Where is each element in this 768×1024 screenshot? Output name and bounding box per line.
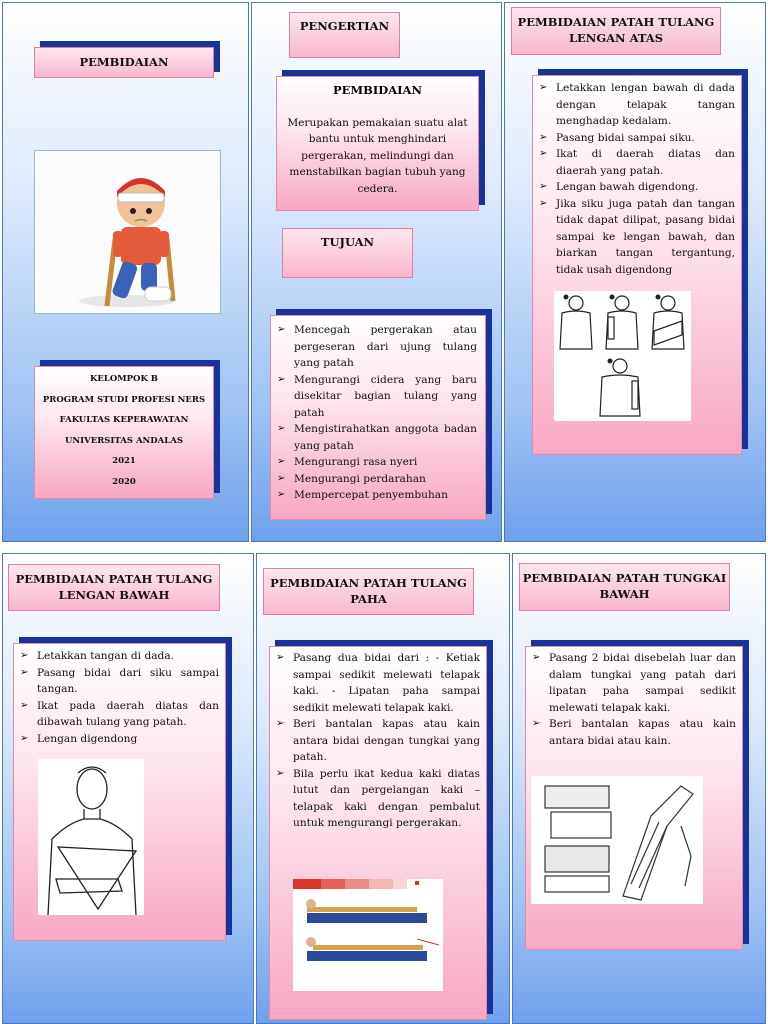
panel-lower-leg — [512, 553, 766, 1024]
upper-arm-list — [539, 80, 735, 278]
panel-forearm — [2, 553, 254, 1024]
lower-leg-title: PEMBIDAIAN PATAH TUNGKAI BAWAH — [519, 563, 730, 611]
list-item: ➢ Mengistirahatkan anggota badan yang patah — [277, 421, 477, 454]
list-item: ➢ Ikat pada daerah diatas dan dibawah tulang yang patah. — [20, 698, 219, 731]
tujuan-title: TUJUAN — [282, 228, 413, 278]
group-info-box — [34, 366, 214, 499]
tujuan-list — [277, 322, 477, 504]
thigh-title: PEMBIDAIAN PATAH TULANG PAHA — [263, 568, 474, 615]
list-item: ➢ Letakkan lengan bawah di dada dengan telapak tangan menghadap kedalam. — [539, 80, 735, 130]
group-line: FAKULTAS KEPERAWATAN — [59, 415, 189, 425]
lower-leg-splint-illustration — [531, 776, 703, 904]
panel-upper-arm — [504, 2, 766, 542]
list-item: ➢ Mengurangi rasa nyeri — [277, 454, 477, 471]
group-line: 2020 — [112, 476, 136, 487]
definition-box — [276, 76, 479, 211]
cover-title: PEMBIDAIAN — [34, 47, 214, 78]
injured-boy-illustration — [34, 150, 221, 314]
tujuan-box — [270, 315, 486, 520]
panel-cover — [2, 2, 249, 542]
list-item: ➢ Beri bantalan kapas atau kain antara bidai dengan tungkai yang patah. — [276, 716, 480, 766]
group-line: KELOMPOK B — [90, 374, 158, 384]
list-item: ➢ Mengurangi perdarahan — [277, 471, 477, 488]
panel-definition — [251, 2, 502, 542]
pengertian-title: PENGERTIAN — [289, 12, 400, 58]
list-item: ➢ Pasang bidai sampai siku. — [539, 130, 735, 147]
forearm-list — [20, 648, 219, 747]
upper-arm-splint-illustration — [554, 291, 691, 421]
list-item: ➢ Pasang 2 bidai disebelah luar dan dalam tungkai yang patah dari lipatan paha sampai sedikit melewati telapak kaki. — [532, 650, 736, 716]
list-item: ➢ Jika siku juga patah dan tangan tidak dapat dilipat, pasang bidai sampai ke lengan bawah, dan biarkan tangan tergantung, tidak usah digendong — [539, 196, 735, 279]
upper-arm-title: PEMBIDAIAN PATAH TULANG LENGAN ATAS — [511, 7, 721, 55]
list-item: ➢ Pasang bidai dari siku sampai tangan. — [20, 665, 219, 698]
list-item: ➢ Ikat di daerah diatas dan diaerah yang patah. — [539, 146, 735, 179]
panel-thigh — [256, 553, 510, 1024]
list-item: ➢ Mencegah pergerakan atau pergeseran dari ujung tulang yang patah — [277, 322, 477, 372]
group-line: PROGRAM STUDI PROFESI NERS — [42, 394, 206, 405]
thigh-list — [276, 650, 480, 832]
list-item: ➢ Pasang dua bidai dari : - Ketiak sampai sedikit melewati telapak kaki. - Lipatan paha sampai sedikit melewati telapak kaki. — [276, 650, 480, 716]
group-line: UNIVERSITAS ANDALAS — [64, 435, 183, 446]
thigh-splint-illustration — [293, 879, 443, 991]
list-item: ➢ Lengan bawah digendong. — [539, 179, 735, 196]
list-item: ➢ Lengan digendong — [20, 731, 219, 748]
lower-leg-list — [532, 650, 736, 749]
list-item: ➢ Beri bantalan kapas atau kain antara bidai atau kain. — [532, 716, 736, 749]
list-item: ➢ Bila perlu ikat kedua kaki diatas lutut dan pergelangan kaki – telapak kaki dengan pembalut untuk mengurangi pergerakan. — [276, 766, 480, 832]
definition-text: Merupakan pemakaian suatu alat bantu untuk menghindari pergerakan, melindungi dan menstabilkan bagian tubuh yang cedera. — [287, 117, 468, 195]
list-item: ➢ Mempercepat penyembuhan — [277, 487, 477, 504]
group-line: 2021 — [112, 456, 136, 466]
forearm-title: PEMBIDAIAN PATAH TULANG LENGAN BAWAH — [8, 564, 220, 611]
forearm-sling-illustration — [38, 759, 144, 915]
definition-box-title: PEMBIDAIAN — [333, 83, 422, 97]
list-item: ➢ Letakkan tangan di dada. — [20, 648, 219, 665]
list-item: ➢ Mengurangi cidera yang baru disekitar bagian tulang yang patah — [277, 372, 477, 422]
